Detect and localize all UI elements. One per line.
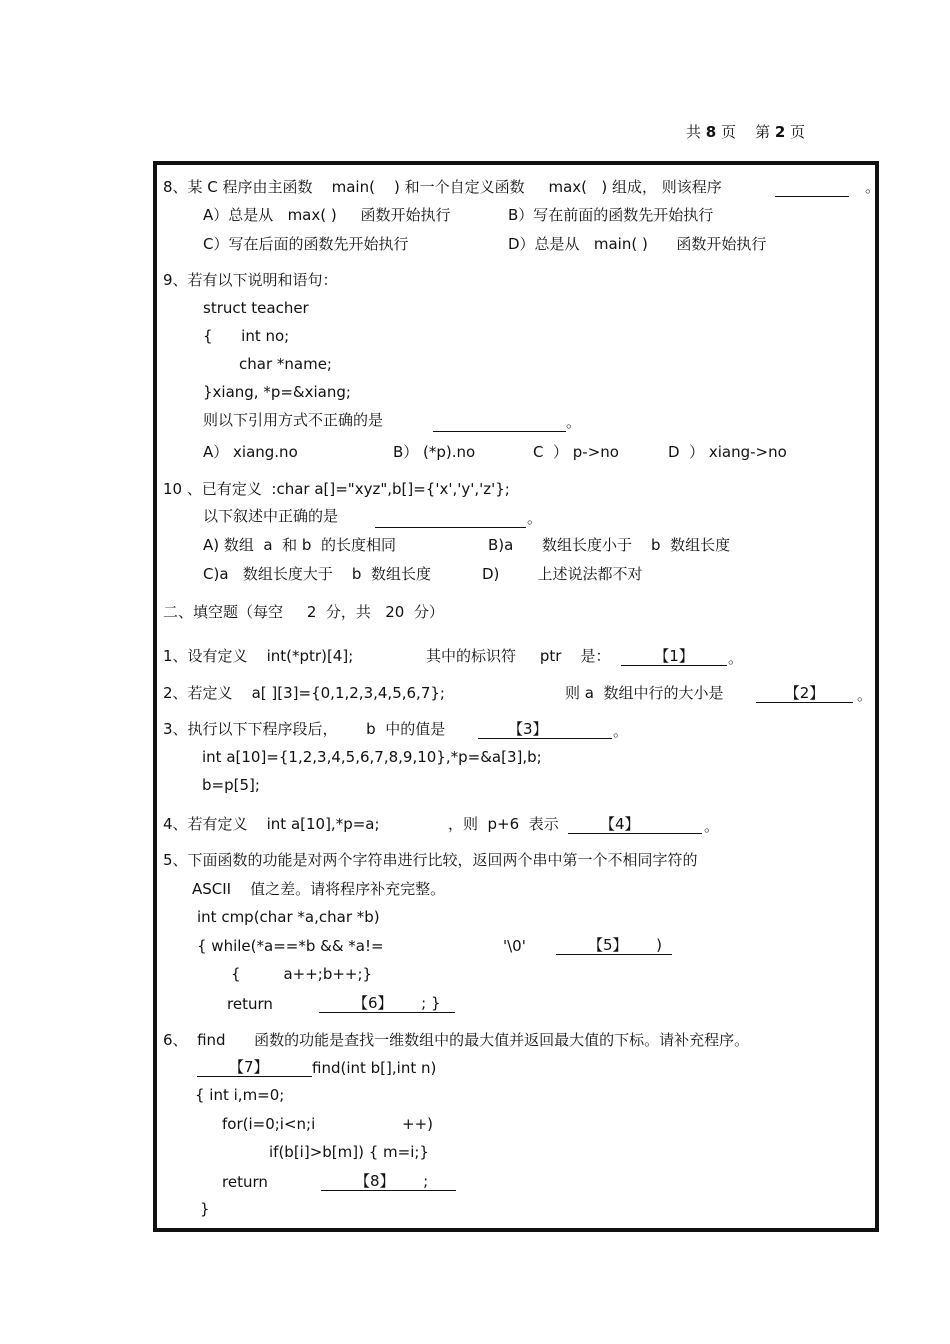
f4-mid: ，则 p+6 表示 (448, 815, 559, 833)
f1-mid: 其中的标识符 ptr 是： (426, 647, 611, 665)
q8-stem: 8、某 C 程序由主函数 main( ) 和一个自定义函数 max( ) 组成， 则该程序 (163, 178, 722, 196)
q9-option-b: B） (*p).no (393, 443, 476, 461)
f1-end: 。 (728, 649, 744, 667)
f6-blank-7 (197, 1058, 312, 1077)
f5-code-3: { a++;b++;} (231, 965, 373, 983)
f5-blank-6 (319, 994, 455, 1013)
f2-stem: 2、若定义 a[ ][3]={0,1,2,3,4,5,6,7}; (163, 684, 445, 702)
f5-code-2: { while(*a==*b && *a!= (197, 937, 384, 955)
f4-stem: 4、若有定义 int a[10],*p=a; (163, 815, 380, 833)
q10-answer-blank (375, 509, 526, 528)
f6-code-6: } (200, 1200, 210, 1218)
f6-code-1: find(int b[],int n) (312, 1059, 437, 1077)
section-2-title: 二、填空题（每空 2 分，共 20 分） (163, 603, 444, 621)
total-suffix: 页 (721, 123, 737, 141)
q10-option-a: A) 数组 a 和 b 的长度相同 (203, 536, 396, 554)
f4-blank-4 (568, 815, 702, 834)
f6-code-3: for(i=0;i<n;i (222, 1115, 316, 1133)
q9-answer-blank (433, 413, 566, 432)
f2-end: 。 (857, 686, 873, 704)
f5-line-1: ASCII 值之差。请将程序补充完整。 (192, 880, 446, 898)
q9-prompt: 则以下引用方式不正确的是 (203, 411, 384, 429)
page-header (686, 121, 805, 142)
q9-stem: 9、若有以下说明和语句： (163, 271, 338, 289)
q9-code-3: char *name; (239, 355, 332, 373)
f6-code-2: { int i,m=0; (195, 1086, 285, 1104)
q9-option-a: A） xiang.no (203, 443, 298, 461)
f5-code-2b: '\0' (503, 937, 526, 955)
q10-stem: 10 、已有定义 :char a[]="xyz",b[]={'x','y','z'}; (163, 480, 510, 498)
f6-stem: 6、 find 函数的功能是查找一维数组中的最大值并返回最大值的下标。请补充程序。 (163, 1031, 750, 1049)
q10-option-b: B)a 数组长度小于 b 数组长度 (488, 536, 731, 554)
q10-option-d: D) 上述说法都不对 (482, 565, 643, 583)
f3-end: 。 (613, 722, 629, 740)
q8-option-b: B）写在前面的函数先开始执行 (508, 206, 714, 224)
q8-option-c: C）写在后面的函数先开始执行 (203, 235, 409, 253)
f2-mid: 则 a 数组中行的大小是 (565, 684, 724, 702)
page-prefix: 第 (755, 123, 771, 141)
f6-blank8-label: 【8】 ; (355, 1172, 429, 1190)
f1-blank-1: 【1】 (621, 647, 727, 666)
q8-option-a: A）总是从 max( ) 函数开始执行 (203, 206, 451, 224)
page-number: 2 (774, 123, 786, 141)
q9-code-4: }xiang, *p=&xiang; (203, 383, 351, 401)
q8-end: 。 (865, 178, 881, 196)
f5-code-1: int cmp(char *a,char *b) (197, 908, 380, 926)
f4-blank-label: 【4】 (600, 815, 640, 833)
f5-blank-5 (556, 936, 672, 955)
f5-blank5-label: 【5】 ) (588, 936, 663, 954)
f3-blank-label: 【3】 (508, 720, 548, 738)
f6-code-3b: ++) (402, 1115, 433, 1133)
q9-code-1: struct teacher (203, 299, 309, 317)
f2-blank-2: 【2】 (756, 684, 853, 703)
f6-blank7-label: 【7】 (229, 1058, 269, 1076)
q9-code-2: { int no; (203, 327, 290, 345)
f1-stem: 1、设有定义 int(*ptr)[4]; (163, 647, 354, 665)
f5-blank6-label: 【6】 ; } (353, 994, 441, 1012)
q9-option-d: D ） xiang->no (668, 443, 787, 461)
f4-end: 。 (704, 817, 720, 835)
f6-code-4: if(b[i]>b[m]) { m=i;} (269, 1143, 429, 1161)
f5-stem: 5、下面函数的功能是对两个字符串进行比较，返回两个串中第一个不相同字符的 (163, 851, 698, 869)
f6-code-5: return (222, 1173, 268, 1191)
f3-code-2: b=p[5]; (202, 776, 260, 794)
q9-option-c: C ） p->no (533, 443, 619, 461)
q10-option-c: C)a 数组长度大于 b 数组长度 (203, 565, 431, 583)
f3-stem: 3、执行以下下程序段后， b 中的值是 (163, 720, 446, 738)
f3-blank-3 (478, 720, 612, 739)
f3-code-1: int a[10]={1,2,3,4,5,6,7,8,9,10},*p=&a[3],b; (202, 748, 542, 766)
q9-end: 。 (566, 413, 582, 431)
page-suffix: 页 (790, 123, 806, 141)
q10-prompt: 以下叙述中正确的是 (203, 507, 339, 525)
q8-answer-blank (775, 178, 849, 197)
q10-end: 。 (527, 509, 543, 527)
total-pages: 8 (705, 123, 717, 141)
f6-blank-8 (321, 1172, 456, 1191)
f5-code-4: return (227, 995, 273, 1013)
q8-option-d: D）总是从 main( ) 函数开始执行 (508, 235, 767, 253)
total-prefix: 共 (686, 123, 702, 141)
